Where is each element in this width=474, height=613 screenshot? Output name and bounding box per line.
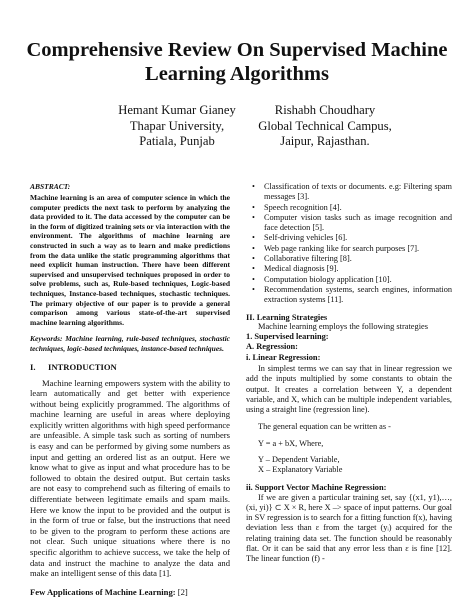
linear-regression-text: In simplest terms we can say that in linear regression we add the inputs multiplied by some constants to obtain the output. It creates a correlation between Y, a dependent variable, and X, which can be multiple independent variables, using a straight line (regression line).: [246, 364, 452, 415]
paper-title: [0, 38, 474, 86]
learning-intro: Machine learning employs the following strategies: [258, 321, 429, 331]
list-item: [246, 213, 452, 234]
list-item-text: Collaborative filtering [8].: [264, 254, 352, 264]
list-item: [246, 203, 452, 213]
author-name: Hemant Kumar Gianey: [118, 103, 236, 117]
x-definition: X – Explanatory Variable: [258, 465, 343, 475]
left-column: [30, 182, 230, 597]
subheading-supervised: 1. Supervised learning:: [246, 331, 329, 341]
applications-label: Few Applications of Machine Learning:: [30, 586, 176, 597]
subheading-linear-regression: i. Linear Regression:: [246, 352, 321, 362]
list-item-text: Medical diagnosis [9].: [264, 264, 339, 274]
list-item: [246, 244, 452, 254]
list-item: [246, 264, 452, 274]
bullet-icon: •: [252, 202, 255, 212]
author-name: Rishabh Choudhary: [274, 103, 376, 117]
title-line-2: Learning Algorithms: [145, 63, 329, 85]
svm-regression-text: If we are given a particular training set, say {(x1, y1),…,(xi, yi)} ⊂ X × R, here X –> space of input patterns. Our goal in SV regression is to search for a fitting function f(x), having deviation less than ε from the target (yᵢ) acquired for the relating training data set. The function should be reasonably flat. Or it can be said that any error less than ε is fine [12]. The linear function (f) -: [246, 492, 452, 564]
keywords: Keywords: Machine learning, rule-based techniques, stochastic techniques, logic-based techniques, instance-based techniques.: [30, 334, 230, 353]
author-location: Jaipur, Rajasthan.: [280, 134, 370, 148]
subheading-regression: A. Regression:: [246, 342, 298, 352]
list-item-text: Speech recognition [4].: [264, 202, 342, 212]
section-number: I.: [30, 361, 36, 372]
section-heading-introduction: [30, 362, 230, 372]
list-item-text: Self-driving vehicles [6].: [264, 233, 348, 243]
list-item-text: Recommendation systems, search engines, information extraction systems [11].: [264, 284, 452, 305]
author-affiliation: Global Technical Campus,: [258, 118, 392, 133]
title-line-1: Comprehensive Review On Supervised Machine: [26, 39, 448, 61]
list-item: [246, 285, 452, 306]
list-item-text: Computer vision tasks such as image recognition and face detection [5].: [264, 212, 452, 233]
bullet-icon: •: [252, 243, 255, 253]
abstract-heading: ABSTRACT:: [30, 182, 71, 191]
applications-heading: [30, 587, 230, 597]
right-column: [246, 182, 452, 565]
bullet-icon: •: [252, 274, 255, 284]
introduction-text: Machine learning empowers system with the ability to learn automatically and get better with experience without being explicitly programmed. The algorithms of machine learning are useful in areas where deploying explicitly written algorithms with high speed performance are unfeasible. A simple task such as sorting of numbers is easy and can be performed by giving some numbers as input and getting an ordered list as an output. Here we know what to give as input and what procedure has to be followed to obtain the desired output. But certain tasks are not easy to comprehend such as filtering of emails to differentiate between legitimate emails and spam mails. Here we know the input to be provided and the output is in the form of true or false, but the instructions that need to be given to the program to perform these actions are not clear. Such unique situations where there is no specific algorithm to achieve success, we take the help of data and instruct the machine to analyze the data and make an intelligent sense of this data [1].: [30, 377, 230, 579]
list-item-text: Classification of texts or documents. e.g: Filtering spam messages [3].: [264, 182, 452, 202]
equation-intro: The general equation can be written as -: [258, 421, 391, 431]
bullet-icon: •: [252, 233, 255, 243]
subheading-svm-regression: ii. Support Vector Machine Regression:: [246, 482, 387, 492]
list-item: [246, 182, 452, 203]
bullet-icon: •: [252, 254, 255, 264]
bullet-icon: •: [252, 264, 255, 274]
list-item: [246, 254, 452, 264]
applications-ref: [2]: [175, 586, 188, 597]
bullet-icon: •: [252, 284, 255, 294]
list-item: [246, 233, 452, 243]
applications-list: [246, 182, 452, 306]
author-block-2: [232, 103, 418, 150]
regression-equation: Y = a + bX, Where,: [258, 438, 324, 448]
bullet-icon: •: [252, 212, 255, 222]
section-heading-learning-strategies: II. Learning Strategies: [246, 312, 328, 322]
author-location: Patiala, Punjab: [139, 134, 215, 148]
list-item-text: Computation biology application [10].: [264, 274, 392, 284]
abstract-text: Machine learning is an area of computer science in which the computer predicts the next task to perform by analyzing the data provided to it. The data accessed by the computer can be in the form of digitized training sets or via interaction with the environment. The algorithms of machine learning are constructed in such a way as to learn and make predictions from the data unlike the static programming algorithms that need explicit human instruction. There have been different supervised and unsupervised techniques proposed in order to solve problems, such as, Rule-based techniques, Logic-based techniques, Instance-based techniques, stochastic techniques. The primary objective of our paper is to provide a general comparison among various state-of-the-art supervised machine learning algorithms.: [30, 193, 230, 327]
bullet-icon: •: [252, 182, 255, 191]
section-title: INTRODUCTION: [48, 361, 117, 372]
list-item: [246, 275, 452, 285]
author-affiliation: Thapar University,: [129, 118, 225, 133]
variable-definitions: [258, 455, 452, 476]
y-definition: Y – Dependent Variable,: [258, 454, 340, 464]
list-item-text: Web page ranking like for search purposes [7].: [264, 243, 420, 253]
